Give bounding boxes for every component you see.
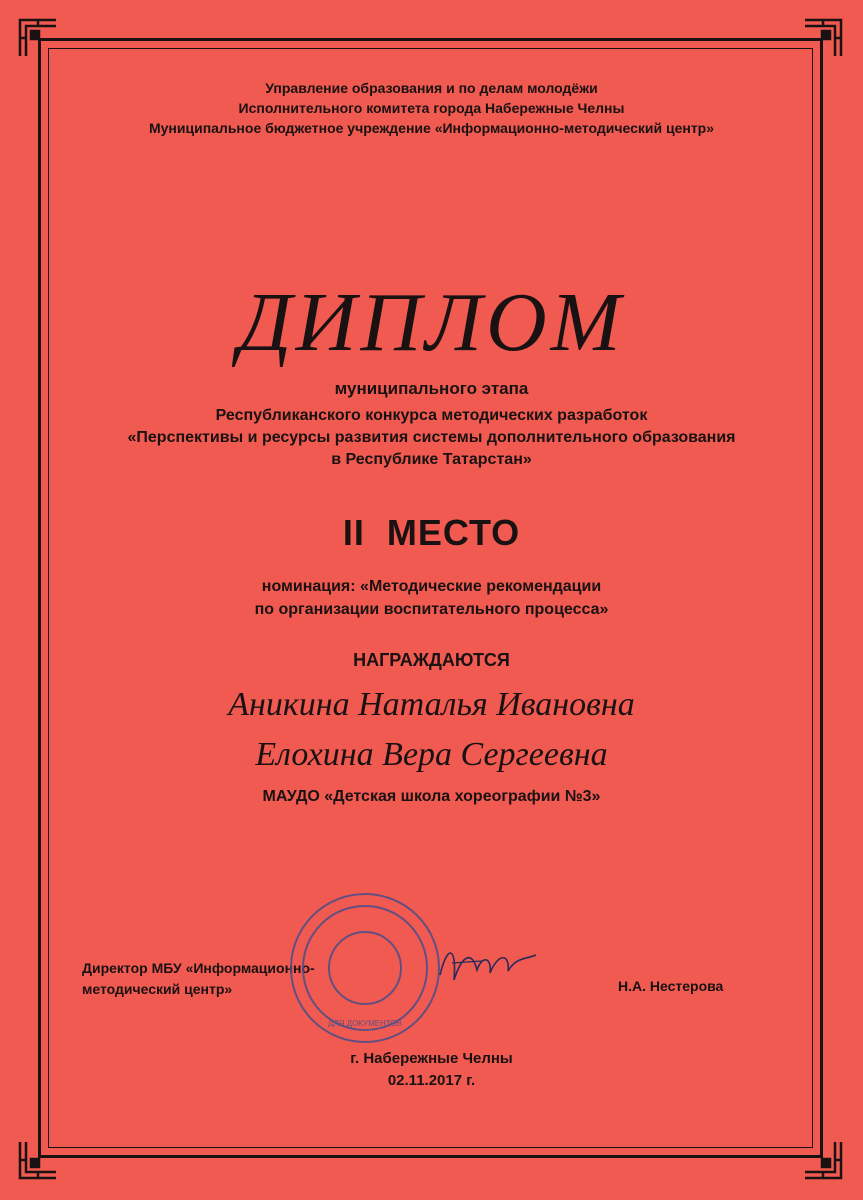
nomination-line-1: номинация: «Методические рекомендации bbox=[261, 578, 602, 595]
contest-line-3: в Республике Татарстан» bbox=[331, 451, 532, 468]
header-line-1: Управление образования и по делам молодёжи bbox=[265, 80, 598, 96]
footer bbox=[60, 1048, 803, 1092]
signature bbox=[432, 935, 542, 995]
corner-ornament-bottom-left bbox=[18, 1140, 58, 1180]
director-name: Н.А. Нестерова bbox=[618, 978, 724, 994]
issuer-header bbox=[60, 78, 803, 138]
diploma-title: ДИПЛОМ bbox=[238, 276, 625, 369]
director-title-line-1: Директор МБУ «Информационно- bbox=[82, 960, 315, 976]
nomination bbox=[60, 575, 803, 621]
contest-line-2: «Перспективы и ресурсы развития системы дополнительного образования bbox=[127, 429, 736, 446]
stamp-text: ДЛЯ ДОКУМЕНТОВ bbox=[327, 1019, 403, 1028]
director-title bbox=[82, 958, 315, 1000]
nomination-line-2: по организации воспитательного процесса» bbox=[254, 601, 609, 618]
footer-city: г. Набережные Челны bbox=[350, 1050, 513, 1067]
contest-line-1: Республиканского конкурса методических разработок bbox=[215, 407, 648, 424]
recipient-name: Елохина Вера Сергеевна bbox=[255, 736, 608, 773]
contest-description bbox=[60, 405, 803, 471]
header-line-2: Исполнительного комитета города Набережные Челны bbox=[238, 100, 625, 116]
header-line-3: Муниципальное бюджетное учреждение «Информационно-методический центр» bbox=[148, 120, 715, 136]
recipient-organization: МАУДО «Детская школа хореографии №3» bbox=[262, 788, 601, 805]
official-stamp bbox=[285, 888, 445, 1048]
corner-ornament-bottom-right bbox=[803, 1140, 843, 1180]
director-title-line-2: методический центр» bbox=[82, 981, 233, 997]
stage-subtitle: муниципального этапа bbox=[334, 379, 529, 398]
corner-ornament-top-right bbox=[803, 18, 843, 58]
recipient-name: Аникина Наталья Ивановна bbox=[228, 686, 635, 723]
corner-ornament-top-left bbox=[18, 18, 58, 58]
footer-date: 02.11.2017 г. bbox=[387, 1072, 476, 1089]
place-heading: II МЕСТО bbox=[342, 512, 521, 553]
awarded-label: НАГРАЖДАЮТСЯ bbox=[353, 650, 510, 670]
